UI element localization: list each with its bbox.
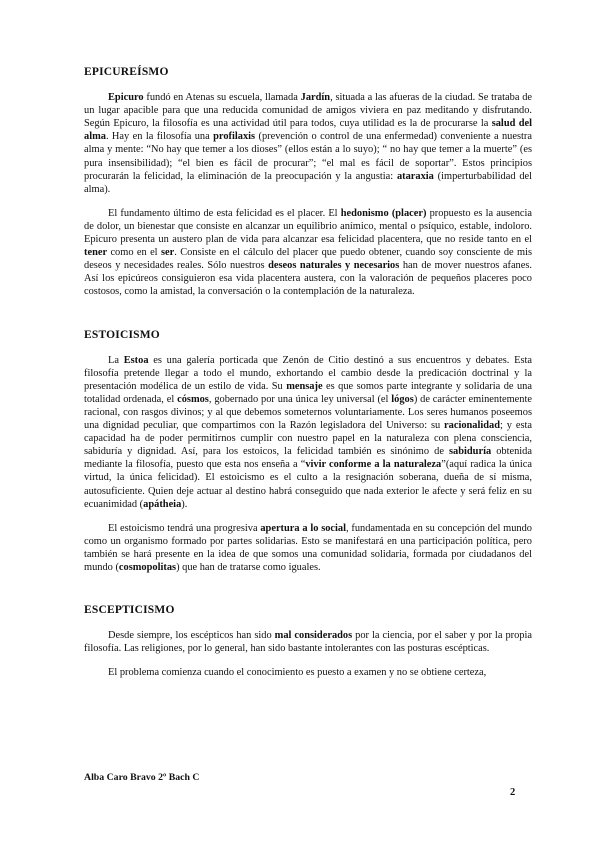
term-deseos-naturales: deseos naturales y necesarios — [268, 260, 400, 272]
document-page — [84, 66, 532, 690]
term-apertura-social: apertura a lo social — [260, 522, 347, 534]
estoicismo-paragraph-1: La Estoa es una galería porticada que Zenón de Citio destinó a sus encuentros y debates. Esta filosofía pretende llegar a todo el mundo, exhortando el cambio desde la predicación doctrinal y la presentación modélica de un estilo de vida. Su mensaje es que somos parte integrante y solidaria de una totalidad ordenada, el cósmos, gobernado por una única ley universal (el lógos) de carácter eminentemente racional, con rasgos divinos; y al que debemos someternos voluntariamente. Los seres humanos poseemos una dignidad peculiar, que compartimos con la Razón legisladora del Universo: su racionalidad; y esta capacidad ha de poder permitirnos cumplir con nuestro papel en la naturaleza con plena consciencia, sabiduría y dignidad. Así, para los estoicos, la felicidad también es sinónimo de sabiduría obtenida mediante la filosofía, puesto que esta nos enseña a “vivir conforme a la naturaleza”(aquí radica la única virtud, la única felicidad). El estoicismo es el culto a la resignación soberana, dueña de sí misma, autosuficiente. Quien deje actuar al destino habrá conseguido que nada exterior le afecte y será feliz en su ecuanimidad (apátheia). — [84, 354, 532, 510]
term-mensaje: mensaje — [286, 380, 323, 392]
section-title-estoicismo: ESTOICISMO — [84, 328, 160, 341]
term-tener: tener — [84, 247, 108, 259]
term-vivir-conforme: vivir conforme a la naturaleza — [305, 459, 442, 471]
epicureismo-paragraph-2: El fundamento último de esta felicidad es el placer. El hedonismo (placer) propuesto es la ausencia de dolor, un bienestar que consiste en alcanzar un equilibrio anímico, mental o psíquico, estable, indoloro. Epicuro presenta un austero plan de vida para alcanzar esa felicidad placentera, que no reside tanto en el tener como en el ser. Consiste en el cálculo del placer que puedo obtener, cuando soy consciente de mis deseos y necesidades reales. Sólo nuestros deseos naturales y necesarios han de mover nuestros afanes. Así los epicúreos consiguieron esa vida placentera austera, con la valoración de pequeños placeres poco costosos, como la amistad, la conversación o la contemplación de la naturaleza. — [84, 207, 533, 298]
escepticismo-paragraph-1: Desde siempre, los escépticos han sido mal considerados por la ciencia, por el saber y por la propia filosofía. Las religiones, por lo general, han sido bastante intolerantes con las posturas escépticas. — [84, 630, 532, 655]
term-cosmopolitas: cosmopolitas — [118, 562, 177, 573]
term-mal-considerados: mal considerados — [274, 630, 353, 642]
term-epicuro: Epicuro — [108, 92, 144, 104]
escepticismo-paragraph-2: El problema comienza cuando el conocimiento es puesto a examen y no se obtiene certeza, — [108, 667, 487, 679]
term-ser: ser — [160, 247, 175, 259]
term-jardin: Jardín — [300, 92, 331, 104]
term-racionalidad: racionalidad — [444, 420, 501, 432]
footer-author: Alba Caro Bravo 2º Bach C — [84, 772, 200, 783]
term-profilaxis: profilaxis — [213, 131, 256, 143]
term-apatheia: apátheia — [143, 498, 182, 510]
estoicismo-paragraph-2: El estoicismo tendrá una progresiva apertura a lo social, fundamentada en su concepción del mundo como un organismo formado por partes solidarias. Esto se manifestará en una participación política, pero también se hará presente en la idea de que somos una comunidad solidaria, formada por ciudadanos del mundo (cosmopolitas) que han de tratarse como iguales. — [84, 522, 532, 573]
epicureismo-paragraph-1: Epicuro fundó en Atenas su escuela, llamada Jardín, situada a las afueras de la ciudad. Se trataba de un lugar apacible para que una reducida comunidad de amigos viviera en paz meditando y disfrutando. Según Epicuro, la filosofía es una actividad útil para todos, cuya utilidad es la de procurarse la salud del alma. Hay en la filosofía una profilaxis (prevención o control de una enfermedad) conveniente a nuestra alma y mente: “No hay que temer a los dioses” (ellos están a lo suyo); “ no hay que temer a la muerte” (es pura insensibilidad); “el bien es fácil de procurar”; “el mal es fácil de soportar”. Estos principios procurarán la felicidad, la eliminación de la preocupación y la angustia: ataraxia (imperturbabilidad del alma). — [84, 92, 533, 195]
term-logos: lógos — [391, 393, 414, 405]
term-ataraxia: ataraxia — [396, 170, 434, 182]
term-salud-del-alma: salud del alma — [84, 118, 532, 143]
section-title-epicureismo: EPICUREÍSMO — [84, 66, 169, 78]
term-hedonismo: hedonismo (placer) — [340, 207, 427, 219]
term-estoa: Estoa — [123, 354, 149, 366]
section-title-escepticismo: ESCEPTICISMO — [84, 604, 175, 617]
term-cosmos: cósmos — [177, 393, 209, 405]
page-number: 2 — [510, 787, 516, 798]
term-sabiduria: sabiduría — [449, 446, 492, 458]
